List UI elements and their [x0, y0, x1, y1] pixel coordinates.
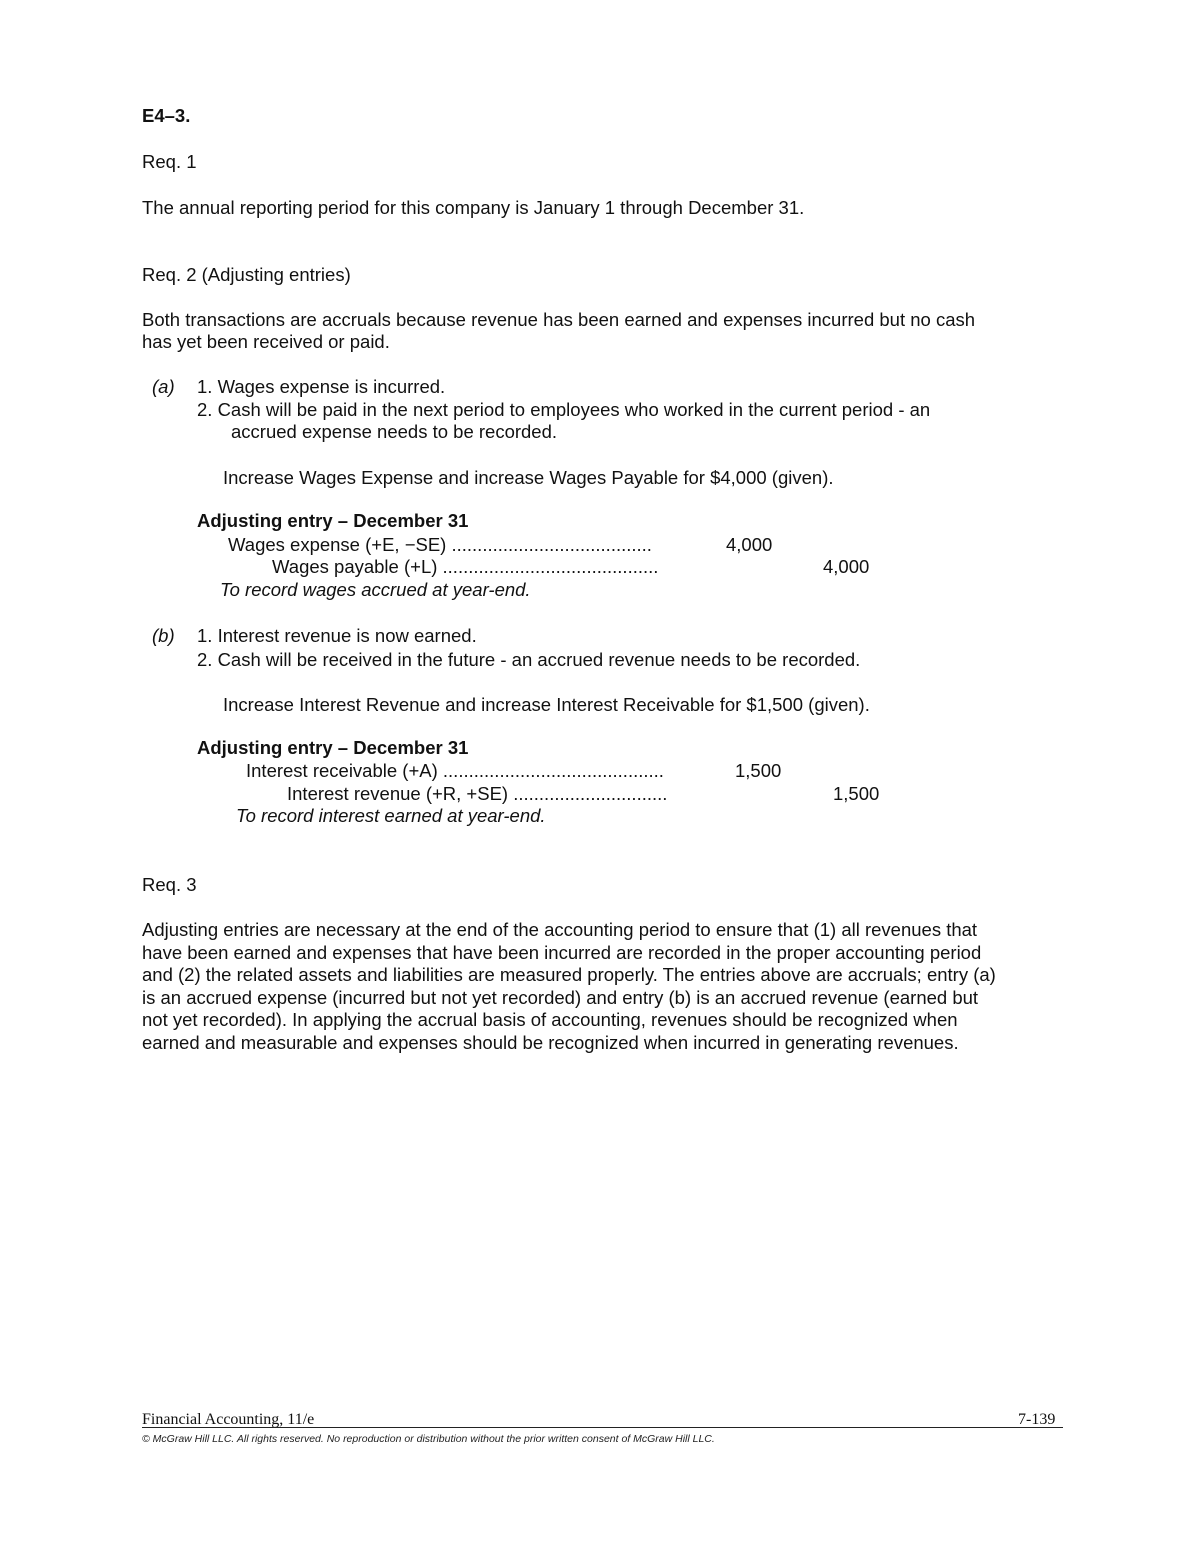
- req3-line: is an accrued expense (incurred but not yet recorded) and entry (b) is an accrued revenue (earned but: [142, 987, 979, 1008]
- part-b-debit-account: Interest receivable (+A) ...........................................: [246, 760, 664, 781]
- req1-label: Req. 1: [142, 151, 197, 172]
- req2-label: Req. 2 (Adjusting entries): [142, 264, 351, 285]
- footer-copyright: © McGraw Hill LLC. All rights reserved. No reproduction or distribution without the prior written consent of McGraw Hill LLC.: [142, 1433, 715, 1445]
- req2-intro-line1: Both transactions are accruals because revenue has been earned and expenses incurred but no cash: [142, 309, 976, 330]
- part-b-credit-account: Interest revenue (+R, +SE) ..............................: [287, 783, 668, 804]
- part-a-item2-line1: 2. Cash will be paid in the next period to employees who worked in the current period - an: [197, 399, 931, 420]
- part-a-debit-amount: 4,000: [726, 534, 773, 555]
- req3-line: not yet recorded). In applying the accrual basis of accounting, revenues should be recognized when: [142, 1009, 958, 1030]
- part-b-marker: (b): [152, 625, 175, 646]
- req3-line: have been earned and expenses that have been incurred are recorded in the proper accounting period: [142, 942, 982, 963]
- part-a-item2-line2: accrued expense needs to be recorded.: [231, 421, 558, 442]
- part-a-item1: 1. Wages expense is incurred.: [197, 376, 446, 397]
- req3-line: and (2) the related assets and liabilities are measured properly. The entries above are accruals; entry (a): [142, 964, 996, 985]
- part-b-entry-title: Adjusting entry – December 31: [197, 737, 469, 758]
- req3-line: earned and measurable and expenses should be recognized when incurred in generating revenues.: [142, 1032, 959, 1053]
- req3-line: Adjusting entries are necessary at the end of the accounting period to ensure that (1) all revenues that: [142, 919, 978, 940]
- part-a-credit-amount: 4,000: [823, 556, 870, 577]
- part-b-memo: To record interest earned at year-end.: [236, 805, 546, 826]
- req3-label: Req. 3: [142, 874, 197, 895]
- part-a-debit-account: Wages expense (+E, −SE) .......................................: [228, 534, 652, 555]
- req2-intro-line2: has yet been received or paid.: [142, 331, 390, 352]
- part-b-debit-amount: 1,500: [735, 760, 782, 781]
- part-a-memo: To record wages accrued at year-end.: [220, 579, 531, 600]
- part-b-item1: 1. Interest revenue is now earned.: [197, 625, 477, 646]
- part-a-credit-account: Wages payable (+L) ..........................................: [272, 556, 659, 577]
- footer-page-number: 7-139: [1018, 1411, 1056, 1428]
- part-a-entry-title: Adjusting entry – December 31: [197, 510, 469, 531]
- exercise-heading: E4–3.: [142, 105, 191, 126]
- part-a-summary: Increase Wages Expense and increase Wages Payable for $4,000 (given).: [223, 467, 834, 488]
- part-a-marker: (a): [152, 376, 175, 397]
- part-b-summary: Increase Interest Revenue and increase Interest Receivable for $1,500 (given).: [223, 694, 870, 715]
- footer-divider: [142, 1427, 1063, 1428]
- part-b-item2: 2. Cash will be received in the future - an accrued revenue needs to be recorded.: [197, 649, 861, 670]
- part-b-credit-amount: 1,500: [833, 783, 880, 804]
- footer-book-title: Financial Accounting, 11/e: [142, 1411, 315, 1428]
- req1-text: The annual reporting period for this company is January 1 through December 31.: [142, 197, 805, 218]
